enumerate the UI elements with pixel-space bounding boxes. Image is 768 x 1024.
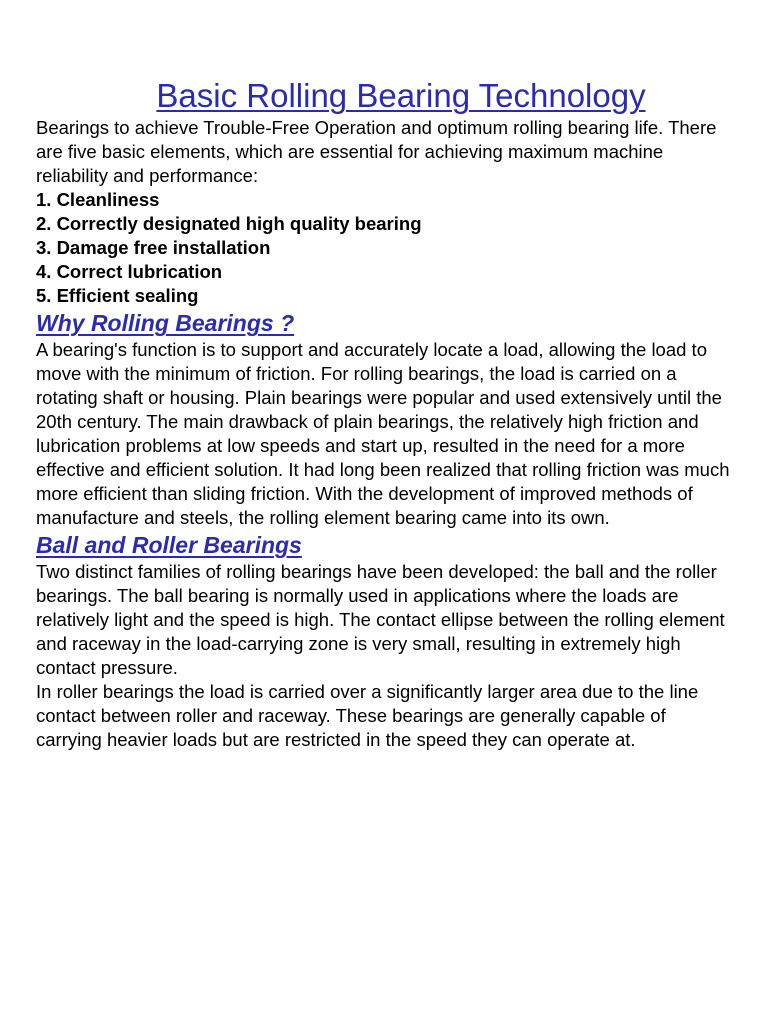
- section-paragraph: A bearing's function is to support and accurately locate a load, allowing the load to move with the minimum of friction. For rolling bearings, the load is carried on a rotating shaft or housing. Plain bearings were popular and used extensively until the 20th century. The main drawback of plain bearings, the relatively high friction and lubrication problems at low speeds and start up, resulted in the need for a more effective and efficient solution. It had long been realized that rolling friction was much more efficient than sliding friction. With the development of improved methods of manufacture and steels, the rolling element bearing came into its own.: [36, 339, 730, 528]
- essential-elements-list: [36, 188, 736, 308]
- section-paragraph: In roller bearings the load is carried over a significantly larger area due to the line contact between roller and raceway. These bearings are generally capable of carrying heavier loads but are restricted in the speed they can operate at.: [36, 681, 699, 750]
- list-item: 5. Efficient sealing: [36, 285, 199, 306]
- document-title: Basic Rolling Bearing Technology: [156, 77, 646, 114]
- document-page: [36, 76, 736, 752]
- section-heading-why-rolling-bearings: Why Rolling Bearings ?: [36, 310, 295, 336]
- list-item: 3. Damage free installation: [36, 237, 271, 258]
- section-paragraph: Two distinct families of rolling bearings have been developed: the ball and the roller bearings. The ball bearing is normally used in applications where the loads are relatively light and the speed is high. The contact ellipse between the rolling element and raceway in the load-carrying zone is very small, resulting in extremely high contact pressure.: [36, 561, 725, 678]
- intro-paragraph: Bearings to achieve Trouble-Free Operation and optimum rolling bearing life. There are five basic elements, which are essential for achieving maximum machine reliability and performance:: [36, 117, 717, 186]
- list-item: 2. Correctly designated high quality bearing: [36, 213, 422, 234]
- section-heading-ball-and-roller-bearings: Ball and Roller Bearings: [36, 532, 302, 558]
- list-item: 1. Cleanliness: [36, 189, 160, 210]
- list-item: 4. Correct lubrication: [36, 261, 223, 282]
